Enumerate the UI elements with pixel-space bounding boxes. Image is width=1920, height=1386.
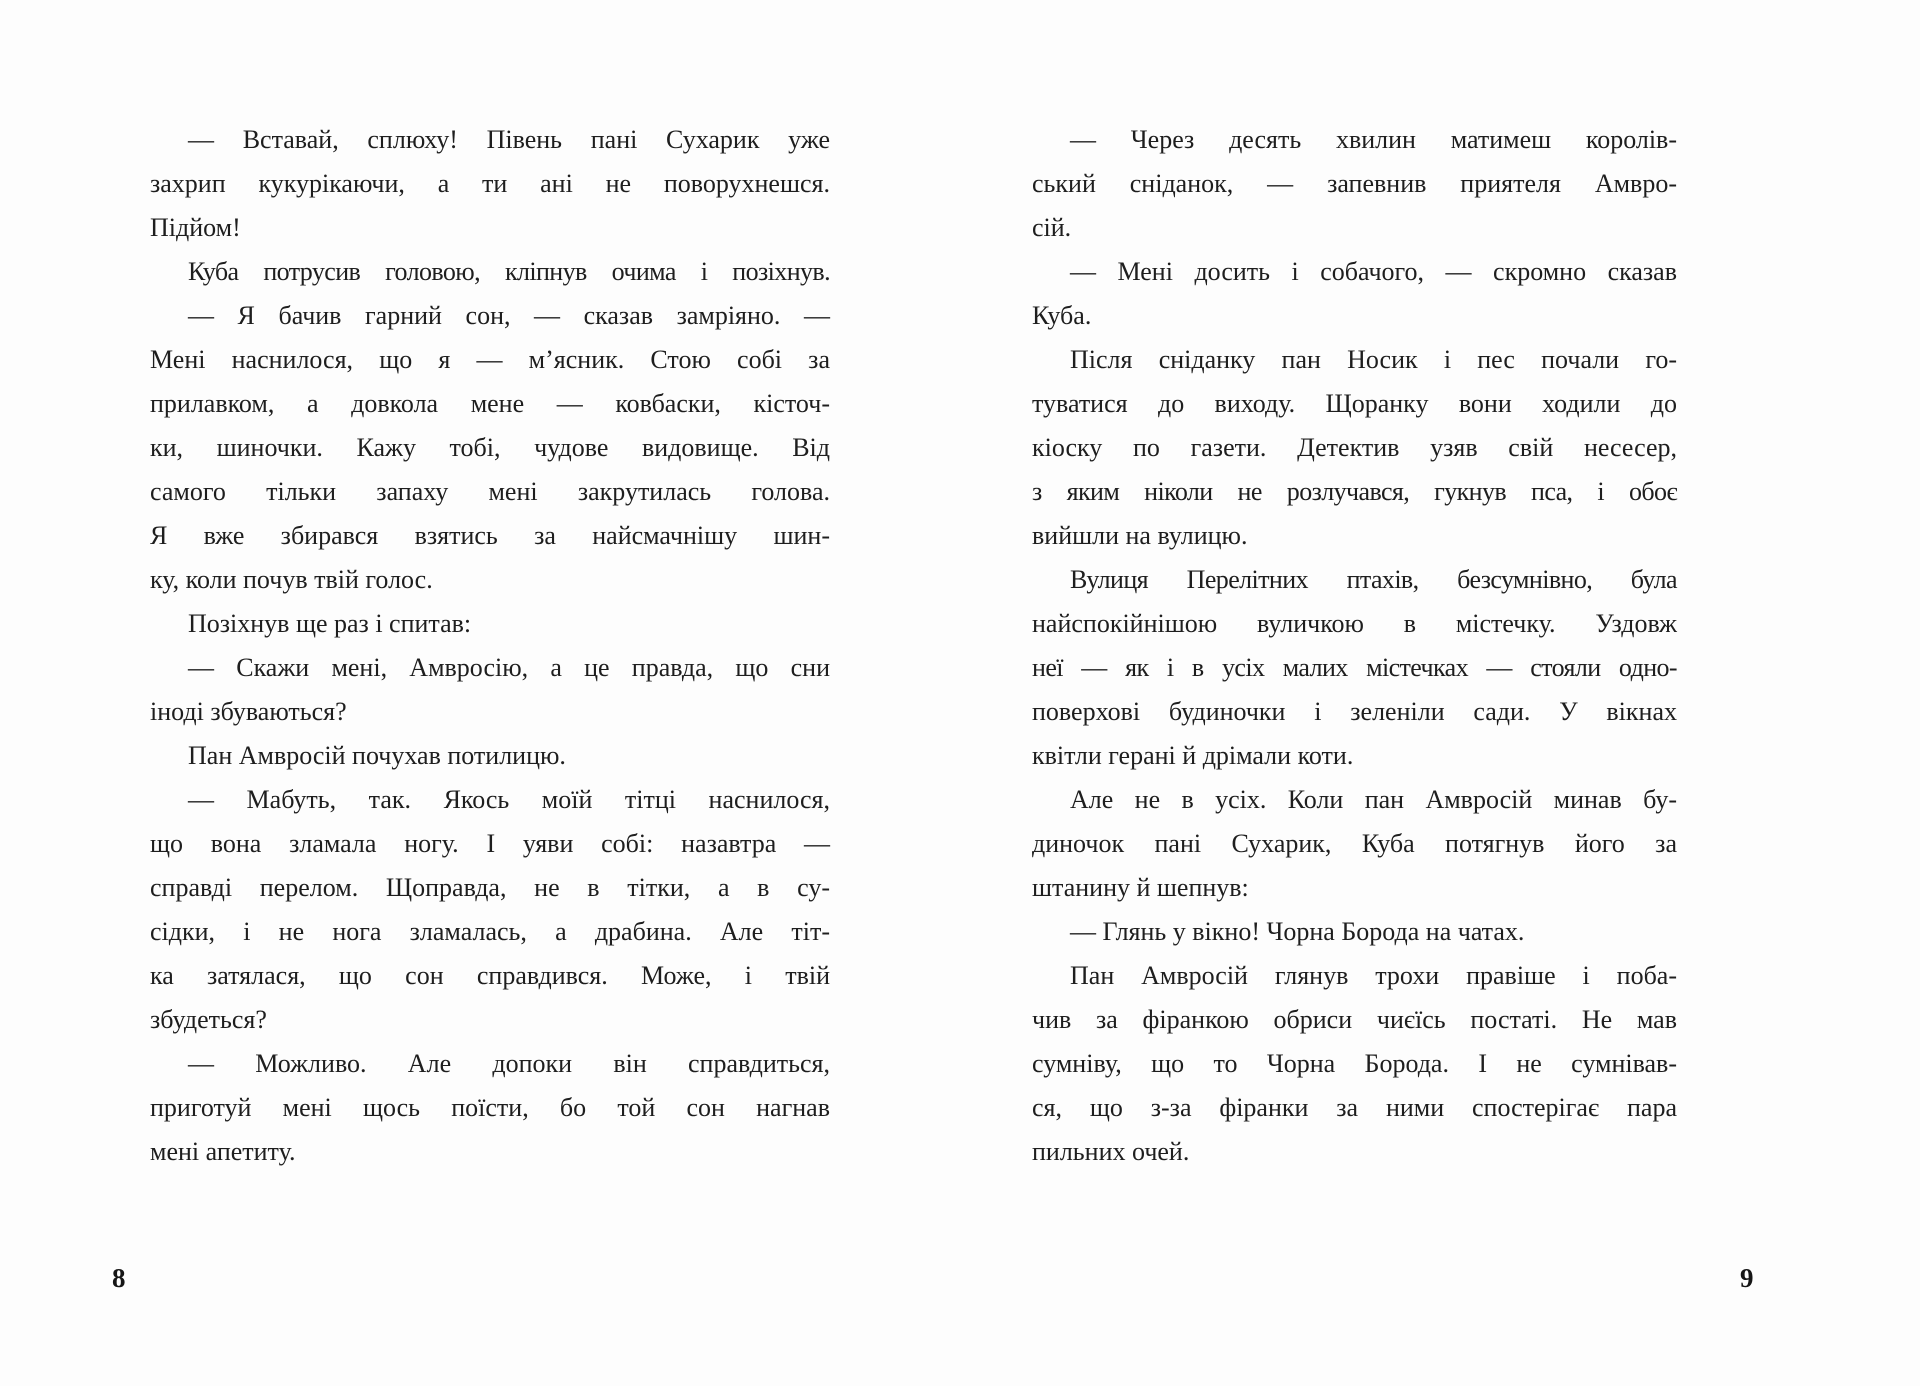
text-line: поверхові будиночки і зеленіли сади. У вікнах bbox=[1032, 697, 1677, 726]
text-line: ський сніданок, — запевнив приятеля Амвро- bbox=[1032, 169, 1677, 198]
right-page-text bbox=[1032, 118, 1677, 1174]
text-line: мені апетиту. bbox=[150, 1137, 296, 1166]
text-line: з яким ніколи не розлучався, гукнув пса, і обоє bbox=[1032, 477, 1677, 506]
text-line: іноді збуваються? bbox=[150, 697, 347, 726]
text-line: самого тільки запаху мені закрутилась голова. bbox=[150, 477, 830, 506]
page-number-left: 8 bbox=[112, 1263, 126, 1293]
text-line: диночок пані Сухарик, Куба потягнув його за bbox=[1032, 829, 1677, 858]
text-line: сідки, і не нога зламалась, а драбина. Але тіт- bbox=[150, 917, 830, 946]
text-line: Після сніданку пан Носик і пес почали го- bbox=[1070, 345, 1677, 374]
text-line: Пан Амвросій глянув трохи правіше і поба- bbox=[1070, 961, 1677, 990]
text-line: Куба. bbox=[1032, 301, 1092, 330]
text-line: — Я бачив гарний сон, — сказав замріяно. — bbox=[188, 301, 830, 330]
page-number-right: 9 bbox=[1740, 1263, 1754, 1293]
text-line: неї — як і в усіх малих містечках — стояли одно- bbox=[1032, 653, 1677, 682]
text-line: Пан Амвросій почухав потилицю. bbox=[188, 741, 566, 770]
text-line: приготуй мені щось поїсти, бо той сон нагнав bbox=[150, 1093, 830, 1122]
text-line: ся, що з-за фіранки за ними спостерігає пара bbox=[1032, 1093, 1677, 1122]
text-line: — Глянь у вікно! Чорна Борода на чатах. bbox=[1070, 917, 1525, 946]
text-line: чив за фіранкою обриси чиєїсь постаті. Не мав bbox=[1032, 1005, 1677, 1034]
text-line: ки, шиночки. Кажу тобі, чудове видовище. Від bbox=[150, 433, 830, 462]
text-line: справді перелом. Щоправда, не в тітки, а в су- bbox=[150, 873, 830, 902]
text-line: — Мабуть, так. Якось моїй тітці наснилося, bbox=[188, 785, 830, 814]
text-line: Позіхнув ще раз і спитав: bbox=[188, 609, 472, 638]
text-line: пильних очей. bbox=[1032, 1137, 1190, 1166]
text-line: прилавком, а довкола мене — ковбаски, кісточ- bbox=[150, 389, 830, 418]
text-line: квітли герані й дрімали коти. bbox=[1032, 741, 1354, 770]
text-line: — Мені досить і собачого, — скромно сказав bbox=[1070, 257, 1677, 286]
text-line: кіоску по газети. Детектив узяв свій несесер, bbox=[1032, 433, 1677, 462]
text-line: ку, коли почув твій голос. bbox=[150, 565, 433, 594]
text-line: туватися до виходу. Щоранку вони ходили до bbox=[1032, 389, 1677, 418]
text-line: збудеться? bbox=[150, 1005, 267, 1034]
text-line: — Через десять хвилин матимеш королів- bbox=[1070, 125, 1677, 154]
text-line: — Скажи мені, Амвросію, а це правда, що сни bbox=[188, 653, 830, 682]
left-page-text bbox=[150, 118, 830, 1174]
text-line: штанину й шепнув: bbox=[1032, 873, 1249, 902]
text-line: Куба потрусив головою, кліпнув очима і позіхнув. bbox=[188, 257, 830, 286]
text-line: ка затялася, що сон справдився. Може, і твій bbox=[150, 961, 830, 990]
text-line: захрип кукурікаючи, а ти ані не поворухнешся. bbox=[150, 169, 830, 198]
text-line: Мені наснилося, що я — м’ясник. Стою собі за bbox=[150, 345, 830, 374]
text-line: що вона зламала ногу. І уяви собі: назавтра — bbox=[150, 829, 830, 858]
text-line: — Можливо. Але допоки він справдиться, bbox=[188, 1049, 830, 1078]
text-line: вийшли на вулицю. bbox=[1032, 521, 1248, 550]
text-line: сій. bbox=[1032, 213, 1072, 242]
text-line: Я вже збирався взятись за найсмачнішу шин- bbox=[150, 521, 830, 550]
text-line: Підйом! bbox=[150, 213, 241, 242]
text-line: найспокійнішою вуличкою в містечку. Уздовж bbox=[1032, 609, 1677, 638]
text-line: Але не в усіх. Коли пан Амвросій минав бу- bbox=[1070, 785, 1677, 814]
text-line: сумніву, що то Чорна Борода. І не сумнівав- bbox=[1032, 1049, 1677, 1078]
text-line: — Вставай, сплюху! Півень пані Сухарик уже bbox=[188, 125, 830, 154]
text-line: Вулиця Перелітних птахів, безсумнівно, була bbox=[1070, 565, 1677, 594]
